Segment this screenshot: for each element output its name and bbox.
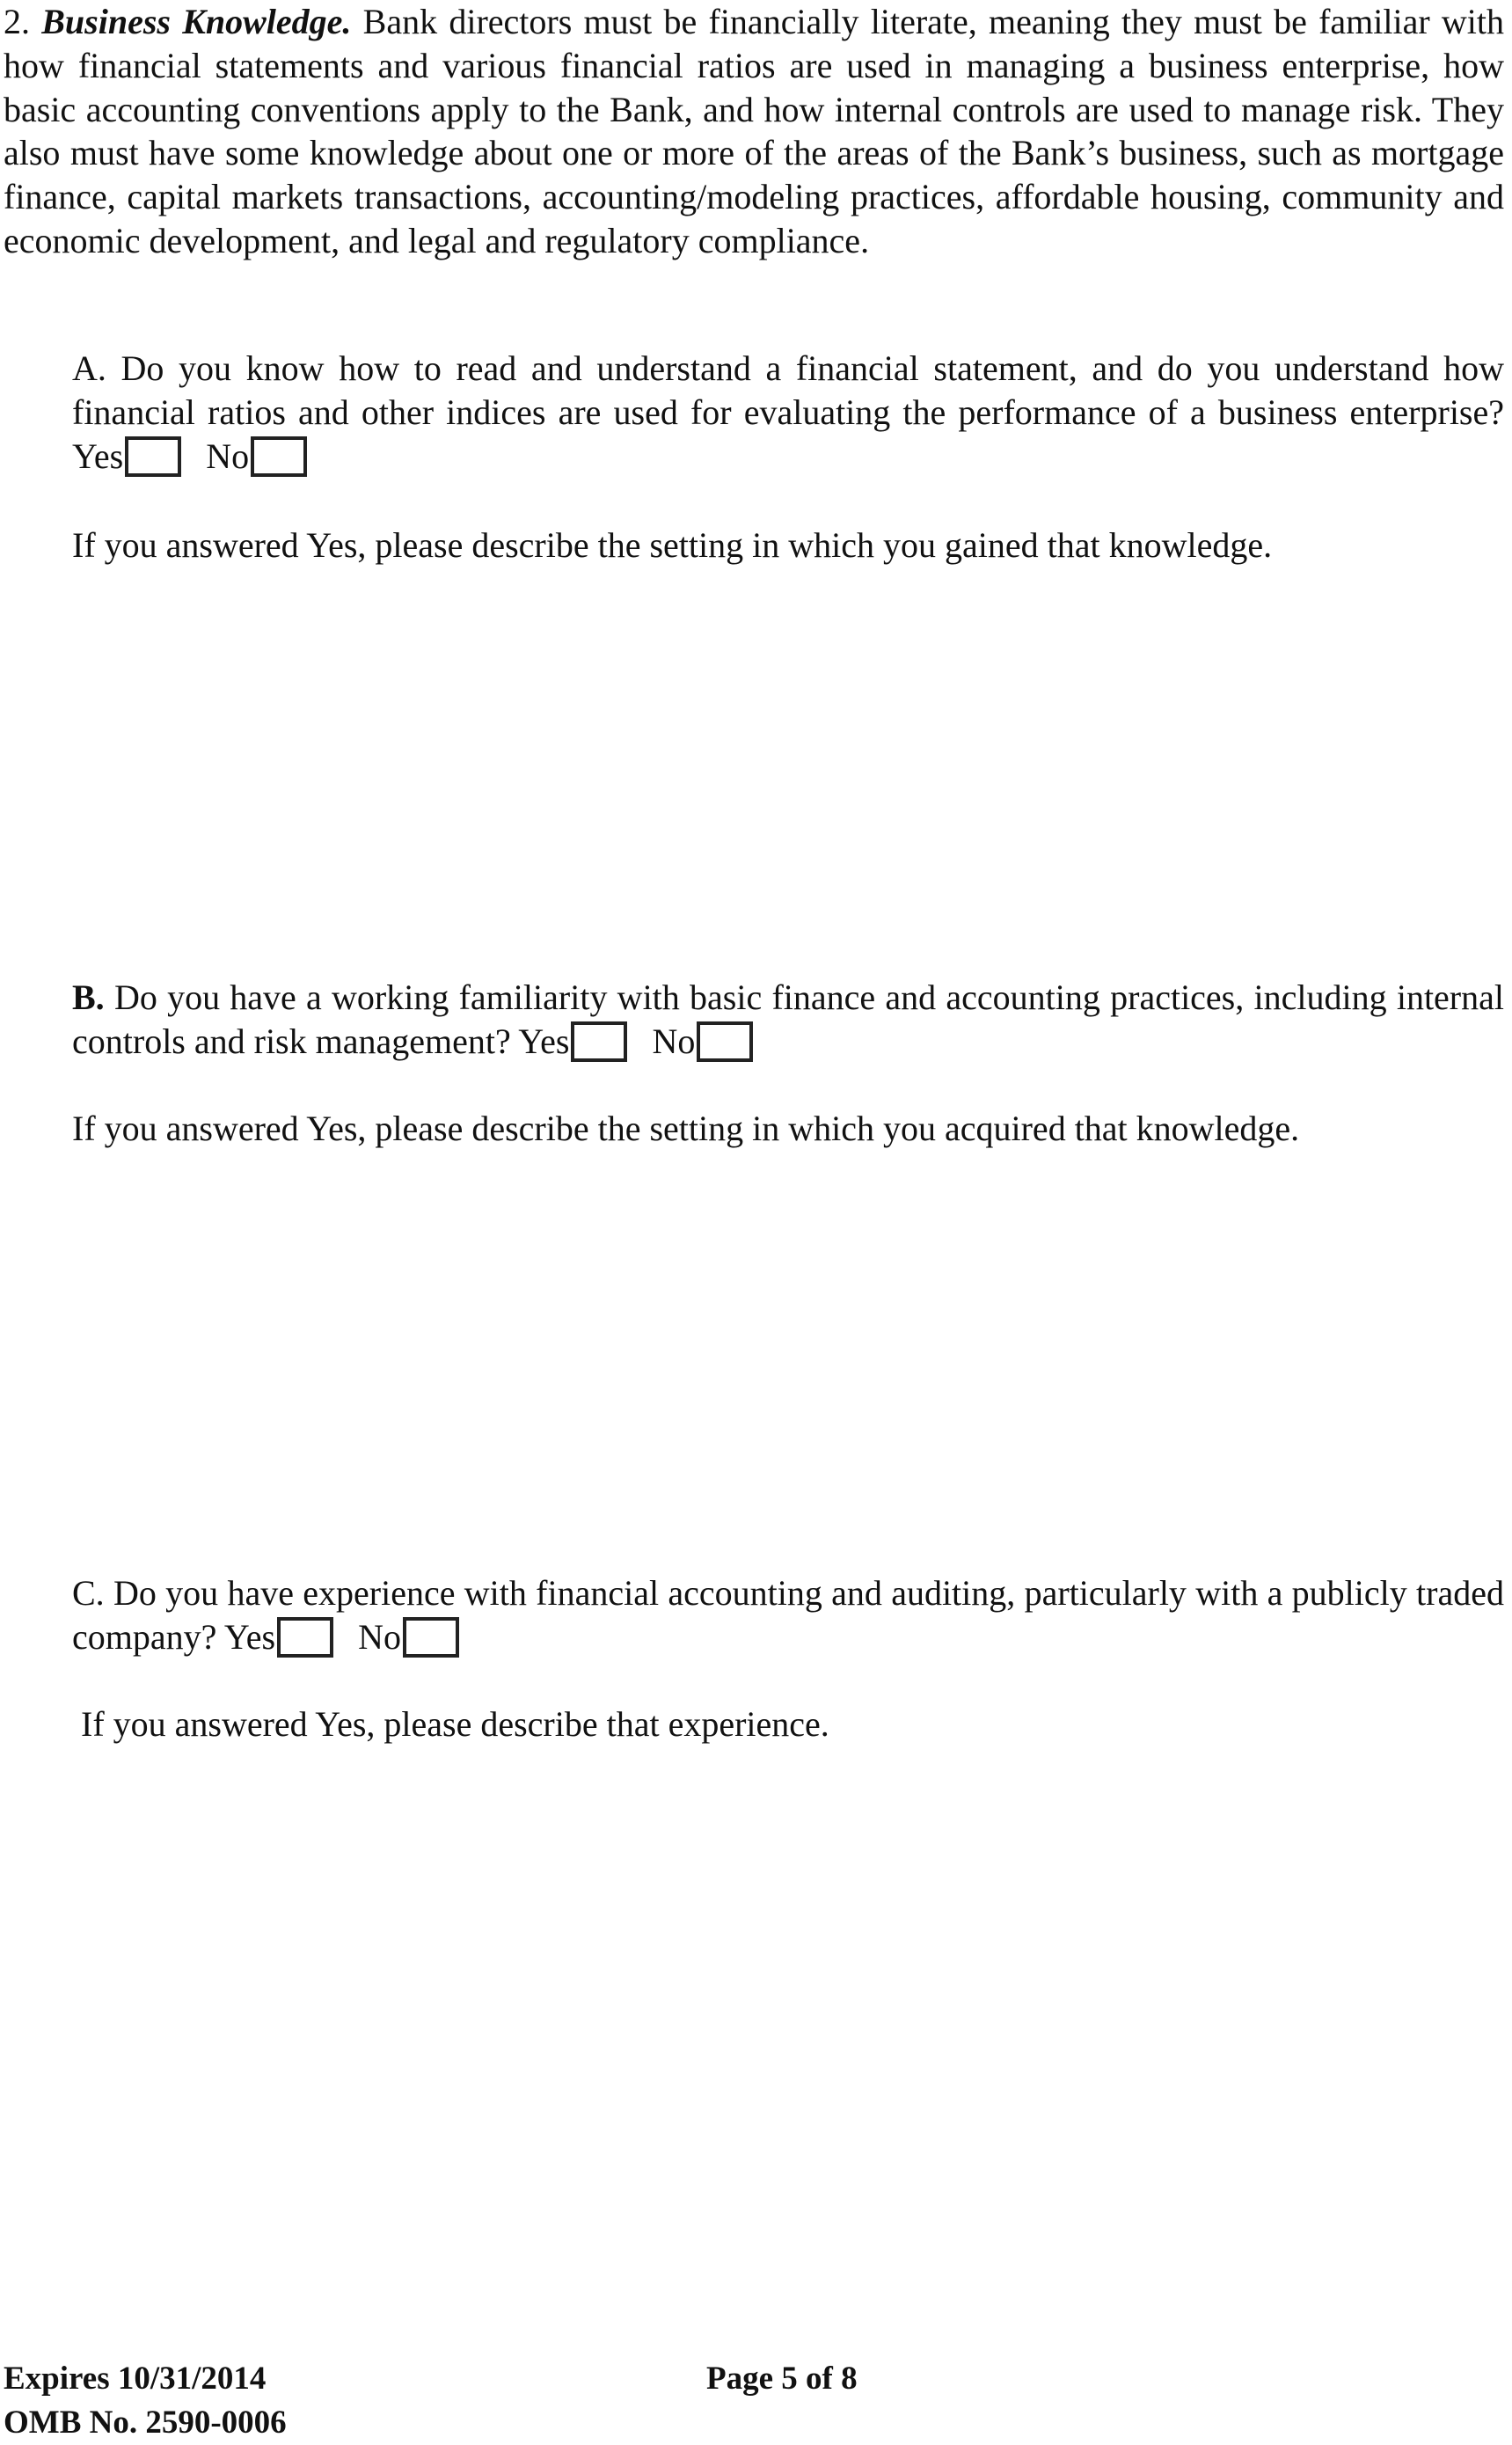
question-b-yes-label: Yes — [518, 1021, 570, 1061]
question-a-yes-label: Yes — [72, 436, 124, 476]
question-b-text: Do you have a working familiarity with basic finance and accounting practices, including internal controls and risk management? — [72, 977, 1504, 1061]
question-c-text: Do you have experience with financial accounting and auditing, particularly with a publicly traded company? — [72, 1573, 1504, 1657]
question-a-label: A. — [72, 348, 106, 388]
question-a-text: Do you know how to read and understand a financial statement, and do you understand how financial ratios and other indices are used for evaluating the performance of a business enterprise? — [72, 348, 1505, 432]
question-c-label: C. — [72, 1573, 105, 1613]
question-a-no-checkbox[interactable] — [251, 436, 307, 477]
question-b-answer-field[interactable] — [72, 1166, 1508, 1556]
question-b-no-checkbox[interactable] — [697, 1021, 753, 1062]
question-c-no-checkbox[interactable] — [403, 1617, 459, 1658]
question-c-prompt: If you answered Yes, please describe that experience. — [81, 1704, 829, 1744]
question-b-label: B. — [72, 977, 105, 1017]
footer-omb-number: OMB No. 2590-0006 — [4, 2405, 287, 2441]
question-c-answer-field[interactable] — [72, 1760, 1508, 2309]
section-heading: Business Knowledge. — [41, 2, 352, 41]
question-c — [72, 1571, 1504, 1659]
section-number: 2. — [4, 2, 30, 41]
question-b-yes-checkbox[interactable] — [571, 1021, 627, 1062]
question-a — [72, 347, 1504, 478]
question-b-choices — [518, 1021, 778, 1061]
section-text: Bank directors must be financially literate, meaning they must be familiar with how financial statements and various financial ratios are used in managing a business enterprise, how basic accounting conventions apply to the Bank, and how internal controls are used to manage risk. They also must have some knowledge about one or more of the areas of the Bank’s business, such as mortgage finance, capital markets transactions, accounting/modeling practices, affordable housing, community and economic development, and legal and regulatory compliance. — [4, 2, 1505, 260]
question-a-yes-checkbox[interactable] — [125, 436, 181, 477]
question-c-no-label: No — [358, 1616, 401, 1657]
question-c-yes-checkbox[interactable] — [277, 1617, 333, 1658]
question-a-no-label: No — [206, 436, 250, 476]
footer-expires: Expires 10/31/2014 — [4, 2361, 267, 2397]
question-c-choices — [224, 1617, 484, 1657]
question-b — [72, 976, 1504, 1064]
footer-page-number: Page 5 of 8 — [706, 2361, 858, 2397]
question-a-choices — [72, 436, 332, 476]
section-business-knowledge — [4, 0, 1504, 263]
question-b-prompt: If you answered Yes, please describe the setting in which you acquired that knowledge. — [72, 1109, 1300, 1148]
question-a-prompt: If you answered Yes, please describe the setting in which you gained that knowledge. — [72, 525, 1273, 565]
footer-form-info — [4, 2357, 287, 2445]
question-b-no-label: No — [652, 1021, 696, 1061]
question-a-answer-field[interactable] — [72, 581, 1508, 954]
question-c-yes-label: Yes — [223, 1616, 276, 1657]
